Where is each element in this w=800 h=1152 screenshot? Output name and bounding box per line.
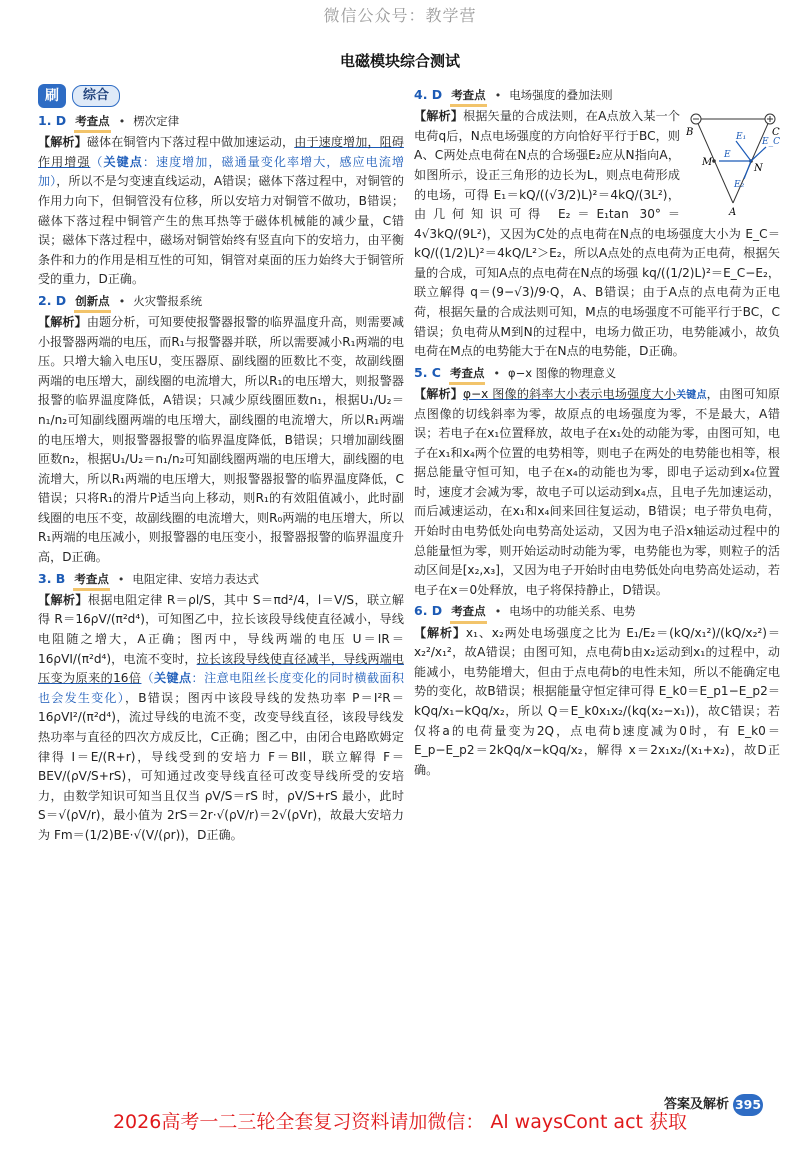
underlined-text: φ−x 图像的斜率大小表示电场强度大小: [463, 387, 677, 402]
question-1-analysis: 【解析】磁体在铜管内下落过程中做加速运动，由于速度增加，阻碍作用增强（关键点：速度增加，磁通量变化率增大，感应电流增加），所以不是匀变速直线运动，A错误；磁体下落过程中，对铜管的作用力向下，但铜管没有位移，所以安培力对铜管不做功，B错误；磁体下落过程中铜管产生的焦耳热等于磁体机械能的减少量，C错误；磁体下落过程中，磁场对铜管始终有竖直向下的安培力，由平衡条件和力的作用是相互性的可知，铜管对桌面的压力始终大于铜管所受的重力，D正确。: [38, 135, 404, 287]
label-a: A: [729, 207, 737, 219]
analysis-text: 由题分析，可知要使报警器报警的临界温度升高，则需要减小报警器两端的电压，而R₁与报警器并联，所以需要减小R₁两端的电压。只增大输入电压U，变压器原、副线圈的匝数比不变，故副线圈两端的电压增大，副线圈的电流增大，所以R₁的电压增大，则报警器报警的临界温度降低，A错误；只减少原线圈匝数n₁，根据U₁/U₂＝n₁/n₂可知副线圈两端的电压增大，副线圈的电流增大，所以R₁两端的电压增大，则报警器报警的临界温度降低，B错误；只增加副线圈匝数n₂，根据U₁/U₂＝n₁/n₂可知副线圈两端的电压增大，副线圈的电流增大，所以R₁两端的电压增大，则报警器报警的临界温度降低，C错误；只将R₁的滑片P适当向上移动，则R₁的有效阻值减小，此时副线圈的电压不变，故副线圈的电流增大，则R₀两端的电压增大，所以R₁两端的电压减小，则报警器的电压变小，报警器报警的临界温度升高，D正确。: [38, 315, 404, 565]
vector-e2: [744, 161, 751, 179]
analysis-text: ，所以不是匀变速直线运动，A错误；磁体下落过程中，对铜管的作用力向下，但铜管没有位移，所以安培力对铜管不做功，B错误；磁体下落过程中铜管产生的焦耳热等于磁体机械能的减少量，C错误；磁体下落过程中，磁场对铜管始终有竖直向下的安培力，由平衡条件和力的作用是相互性的可知，铜管对桌面的压力始终大于铜管所受的重力，D正确。: [38, 174, 404, 287]
label-b: B: [686, 127, 694, 139]
analysis-text: 根据矢量的合成法则，在A点放入某一个电荷q后，N点电场强度的方向恰好平行于BC，则A、C两处点电荷在N点的合场强E₂应从N指向A，如图所示，设正三角形的边长为L，则点电荷形成的电场，可得 E₁＝kQ/((√3/2)L)²＝4kQ/(3L²)，由几何知识可得 E₂＝E₁tan 30°＝4√3kQ/(9L²)，又因为C处的点电荷在N点的电场强度大小为 E_C＝kQ/((1/2)L)²＝4kQ/L²＞E₂，所以A点处的点电荷为正电荷，根据矢量的合成，可知A点的点电荷在N点的场强 kq/((1/2)L)²＝E_C−E₂，联立解得 q＝(9−√3)/9·Q，A、B错误；由于A点的点电荷为正电荷，根据矢量的合成法则可知，M点的电场强度不可能平行于BC，C错误；负电荷从M到N的过程中，电场力做正功，电势能减小，故负电荷在M点的电势能大于在N点的电势能，D正确。: [414, 109, 780, 359]
question-1-header: [38, 112, 404, 133]
answer-label: 答案及解析: [664, 1097, 730, 1113]
analysis-text: 根据电阻定律 R＝ρl/S，其中 S＝πd²/4，l＝V/S，联立解得 R＝16ρV/(π²d⁴)，可知图乙中，拉长该段导线使直径减小，导线电阻随之增大，A正确；图丙中，导线两端的电压 U＝IR＝16ρVI/(π²d⁴)，电流不变时，: [38, 592, 404, 666]
question-5-analysis: [414, 385, 780, 600]
question-3-number: 3. B: [38, 570, 66, 586]
dot-icon: •: [117, 572, 125, 586]
question-4-header: [414, 86, 780, 107]
key-point-text: 注意电阻丝长度变化的同时横截面积也会发生变化: [38, 671, 404, 705]
analysis-label: 【解析】: [38, 315, 87, 330]
key-point-label: 关键点: [676, 390, 707, 402]
question-4-topic: 电场强度的叠加法则: [509, 88, 613, 102]
question-3-tag: 考查点: [73, 571, 110, 591]
question-1-topic: 楞次定律: [133, 114, 180, 128]
right-column: [414, 84, 780, 782]
underlined-text: 拉长该段导线使直径减半，导线两端电压变为原来的16倍: [38, 651, 404, 686]
key-point-label: 关键点: [103, 154, 143, 169]
question-5-header: [414, 364, 780, 385]
question-3-topic: 电阻定律、安培力表达式: [132, 571, 259, 586]
question-2-header: [38, 292, 404, 313]
question-5-tag: 考查点: [449, 365, 486, 385]
question-2-tag: 创新点: [74, 293, 111, 313]
dot-icon: •: [494, 89, 502, 102]
analysis-text: x₁、x₂两处电场强度之比为 E₁/E₂＝(kQ/x₁²)/(kQ/x₂²)＝x₂²/x₁²，故A错误；由图可知，点电荷b由x₂运动到x₁的过程中，动能减小，电势能增大，但由于点电荷b的电性未知，所以不能确定电势的变化，故B错误；根据能量守恒定律可得 E_k0＝E_p1−E_p2＝kQq/x₁−kQq/x₂，所以 Q＝E_k0x₁x₂/(kq(x₂−x₁))，故C错误；若仅将a的电荷量变为2Q，点电荷b速度减为0时，有 E_k0＝E_p−E_p2＝2kQq/x−kQq/x₂，解得 x＝2x₁x₂/(x₁+x₂)，故D正确。: [414, 625, 780, 777]
label-n: N: [754, 163, 763, 175]
question-1-number: 1. D: [38, 113, 67, 128]
question-3-header: [38, 570, 404, 591]
question-6-analysis: [414, 624, 780, 781]
key-point-text: 速度增加，磁通量变化率增大，感应电流增加: [38, 154, 404, 189]
page-number: 395: [733, 1094, 763, 1116]
page-title: 电磁模块综合测试: [339, 52, 460, 70]
label-e: E: [724, 150, 731, 161]
left-column: [38, 84, 404, 847]
section-header: [38, 84, 404, 108]
question-6-number: 6. D: [414, 603, 443, 619]
label-ec: E_C: [762, 137, 780, 148]
analysis-label: 【解析】: [38, 592, 88, 607]
label-m: M: [702, 157, 713, 169]
question-4-number: 4. D: [414, 87, 443, 102]
triangle-field-diagram: [686, 107, 780, 219]
question-2-number: 2. D: [38, 292, 67, 308]
question-6-topic: 电场中的功能关系、电势: [509, 604, 636, 619]
analysis-text: ，B错误；图丙中该段导线的发热功率 P＝I²R＝16ρVI²/(π²d⁴)，流过导线的电流不变，改变导线直径，该段导线发热功率与直径的四次方成反比，C正确；图乙中，由闭合电路欧姆定律得 I＝E/(R+r)，导线受到的安培力 F＝BIl，联立解得 F＝BEV/(ρV/S+rS)，可知通过改变导线直径可改变导线所受的安培力，由数学知识可知当且仅当 ρV/S＝rS 时，ρV/S+rS 最小，此时 S＝√(ρV/r)，最小值为 2rS＝2r·√(ρV/r)＝2√(ρVr)，故最大安培力为 Fm＝(1/2)BE·√(V/(ρr))，D正确。: [38, 690, 404, 842]
question-6-header: [414, 602, 780, 623]
dot-icon: •: [493, 366, 500, 380]
question-2-topic: 火灾警报系统: [133, 293, 203, 308]
question-6-tag: 考查点: [450, 603, 487, 623]
dot-icon: •: [494, 605, 502, 619]
question-5-number: 5. C: [414, 364, 441, 380]
underlined-text: 由于速度增加，阻碍作用增强: [38, 135, 404, 169]
label-e1: E₁: [736, 132, 747, 143]
analysis-label: 【解析】: [414, 387, 464, 402]
key-point-label: 关键点: [153, 671, 192, 686]
analysis-label: 【解析】: [414, 109, 464, 124]
question-4-tag: 考查点: [450, 87, 487, 107]
analysis-text: ，由图可知原点图像的切线斜率为零，故原点的电场强度为零，不是最大，A错误；若电子在x₁位置释放，故电子在x₁处的动能为零，由图可知，电子在x₁和x₄两个位置的电势相等，则电子在两处的电势能也相等，根据总能量守恒可知，电子在x₄的动能也为零，即电子运动到x₄位置时，速度才会减为零，故电子可以运动到x₄点，且电子先加速运动，而后减速运动，在x₁和x₄间来回往复运动，B错误；电子带负电荷，开始时由电势低处向电势高处运动，又因为电子沿x轴运动过程中的总能量恒为零，则开始运动时动能为零，电势能也为零，则粒子的活动区间是[x₂,x₃]，又因为电子开始时由电势低处向电势高处运动，若电子在x＝0处释放，电子将保持静止，D错误。: [414, 387, 780, 597]
section-name: 综合: [72, 85, 120, 107]
vector-e1: [736, 141, 751, 161]
label-e2: E₂: [734, 180, 745, 191]
question-1-tag: 考查点: [74, 113, 111, 133]
dot-icon: •: [118, 294, 126, 308]
analysis-label: 【解析】: [38, 135, 87, 150]
question-5-topic: φ−x 图像的物理意义: [507, 365, 617, 380]
dot-icon: •: [118, 115, 126, 128]
watermark: 微信公众号：教学营: [323, 6, 477, 25]
analysis-text: 磁体在铜管内下落过程中做加速运动，: [86, 135, 295, 150]
question-3-analysis: 【解析】根据电阻定律 R＝ρl/S，其中 S＝πd²/4，l＝V/S，联立解得 R＝16ρV/(π²d⁴)，可知图乙中，拉长该段导线使直径减小，导线电阻随之增大，A正确；图丙中，导线两端的电压 U＝IR＝16ρVI/(π²d⁴)，电流不变时，拉长该段导线使直径减半，导线两端电压变为原来的16倍（关键点：注意电阻丝长度变化的同时横截面积也会发生变化），B错误；图丙中该段导线的发热功率 P＝I²R＝16ρVI²/(π²d⁴)，流过导线的电流不变，改变导线直径，该段导线发热功率与直径的四次方成反比，C正确；图乙中，由闭合电路欧姆定律得 I＝E/(R+r)，导线受到的安培力 F＝BIl，联立解得 F＝BEV/(ρV/S+rS)，可知通过改变导线直径可改变导线所受的安培力，由数学知识可知当且仅当 ρV/S＝rS 时，ρV/S+rS 最小，此时 S＝√(ρV/r)，最小值为 2rS＝2r·√(ρV/r)＝2√(ρVr)，故最大安培力为 Fm＝(1/2)BE·√(V/(ρr))，D正确。: [38, 592, 404, 842]
section-badge: 刷: [38, 84, 66, 108]
label-c: C: [772, 127, 780, 139]
analysis-label: 【解析】: [414, 625, 466, 640]
footer-ad: 2026高考一二三轮全套复习资料请加微信： Al waysCont act 获取: [112, 1111, 688, 1133]
point-m: [712, 159, 716, 163]
vector-ec: [751, 147, 766, 161]
question-2-analysis: [38, 313, 404, 568]
